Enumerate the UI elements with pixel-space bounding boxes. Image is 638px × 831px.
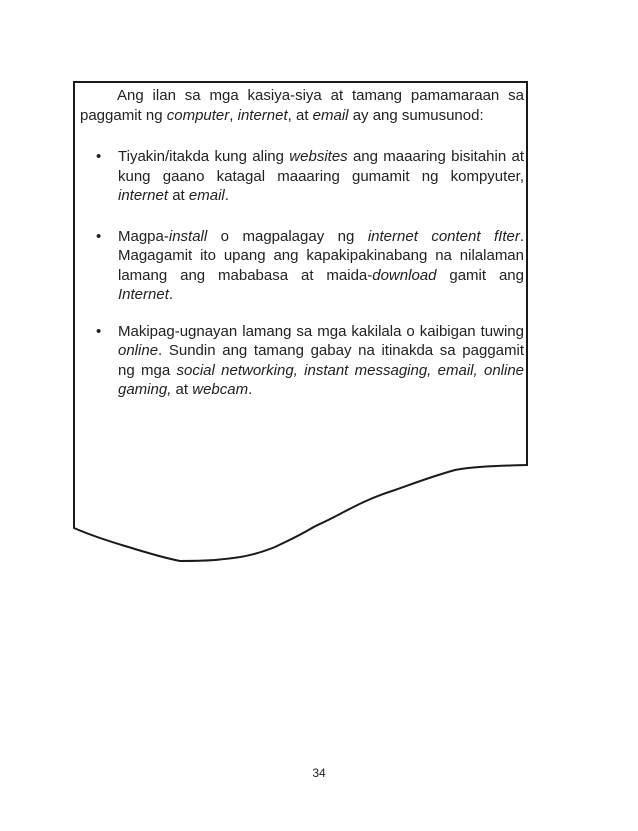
term-online: online	[118, 342, 159, 359]
item-text: Makipag-ugnayan lamang sa mga kakilala o kaibigan tuwing	[118, 322, 524, 340]
intro-paragraph	[80, 86, 524, 125]
term-install: install	[168, 227, 208, 245]
item-text: ang maaaring bisitahin at kung gaano katagal maaaring gumamit ng kompyuter,	[118, 148, 524, 185]
term-download: download	[372, 266, 437, 284]
term-webcam: webcam	[192, 381, 249, 398]
intro-text: , at	[287, 106, 313, 124]
item-text: Magpa-	[118, 227, 169, 245]
term-internet: internet	[118, 187, 169, 204]
intro-text: ,	[229, 106, 238, 124]
bullet-icon: •	[96, 322, 102, 340]
item-text: . Magagamit ito upang ang kapakipakinabang na nilalaman lamang ang mababasa at maida-	[118, 227, 524, 284]
item-text: .	[224, 187, 229, 204]
item-text: gamit ang	[436, 266, 524, 284]
term-email: email	[188, 187, 225, 204]
item-text: Tiyakin/itakda kung aling	[118, 148, 290, 165]
item-text: at	[171, 381, 193, 398]
term-websites: websites	[289, 148, 348, 165]
page-number: 34	[312, 766, 326, 780]
item-text: o magpalagay ng	[207, 227, 368, 245]
tips-box	[80, 86, 524, 421]
bullet-icon: •	[96, 227, 102, 245]
list-item	[80, 227, 524, 305]
list-item	[80, 322, 524, 400]
term-internet: Internet	[118, 286, 169, 303]
term-services: social networking, instant messaging, email, online gaming,	[118, 361, 525, 398]
item-text: .	[168, 286, 174, 303]
item-text: at	[168, 187, 189, 204]
item-text: . Sundin ang tamang gabay na itinakda sa paggamit ng mga	[118, 342, 524, 379]
tips-list	[80, 147, 524, 400]
term-internet: internet	[237, 106, 288, 124]
intro-text: ay ang sumusunod:	[348, 106, 484, 124]
intro-text: Ang ilan sa mga kasiya-siya at tamang pamamaraan sa paggamit ng	[80, 87, 524, 124]
term-content-filter: internet content fIter	[367, 227, 520, 245]
term-email: email	[312, 106, 349, 124]
bullet-icon: •	[96, 148, 102, 165]
list-item	[80, 147, 524, 206]
item-text: .	[248, 381, 253, 398]
term-computer: computer	[166, 106, 230, 124]
